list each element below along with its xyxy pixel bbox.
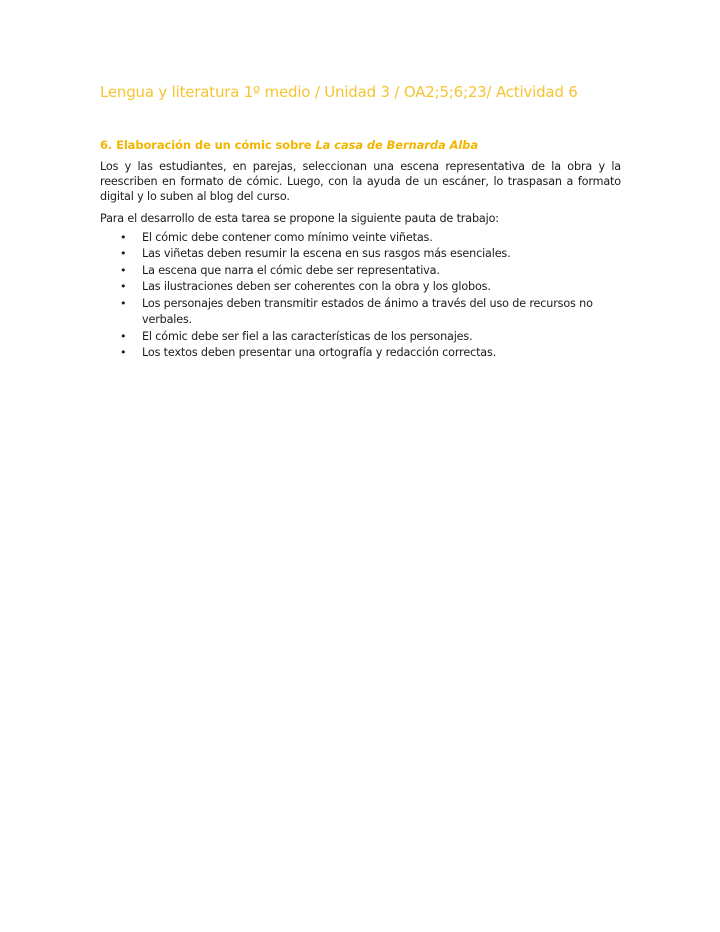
bullet-icon: • [120, 346, 127, 360]
bullet-icon: • [120, 280, 127, 294]
list-item [100, 263, 621, 280]
list-item [100, 296, 621, 329]
bullet-icon: • [120, 247, 127, 261]
bullet-icon: • [120, 296, 127, 310]
bullet-icon: • [120, 230, 127, 244]
list-item [100, 329, 621, 346]
guidelines-intro: Para el desarrollo de esta tarea se propone la siguiente pauta de trabajo: [100, 211, 499, 225]
list-item-text: Los personajes deben transmitir estados de ánimo a través del uso de recursos no verbales. [142, 296, 593, 327]
list-item-text: El cómic debe contener como mínimo veinte viñetas. [142, 230, 433, 244]
list-item-text: La escena que narra el cómic debe ser representativa. [142, 263, 440, 277]
list-item [100, 230, 621, 247]
list-item [100, 279, 621, 296]
list-item-text: Las viñetas deben resumir la escena en sus rasgos más esenciales. [142, 247, 511, 261]
activity-section [100, 138, 621, 362]
list-item-text: El cómic debe ser fiel a las características de los personajes. [142, 329, 473, 343]
list-item [100, 345, 621, 362]
list-item-text: Los textos deben presentar una ortografía y redacción correctas. [142, 346, 497, 360]
bullet-icon: • [120, 329, 127, 343]
section-title-work: La casa de Bernarda Alba [315, 138, 478, 152]
document-header-breadcrumb: Lengua y literatura 1º medio / Unidad 3 / OA2;5;6;23/ Actividad 6 [100, 83, 578, 101]
guidelines-list [100, 230, 621, 362]
section-title-prefix: 6. Elaboración de un cómic sobre [100, 138, 316, 152]
section-title [100, 138, 621, 152]
bullet-icon: • [120, 263, 127, 277]
list-item-text: Las ilustraciones deben ser coherentes con la obra y los globos. [142, 280, 491, 294]
activity-description: Los y las estudiantes, en parejas, seleccionan una escena representativa de la obra y la reescriben en formato de cómic. Luego, con la ayuda de un escáner, lo traspasan a formato digital y lo suben al blog del curso. [100, 160, 621, 204]
list-item [100, 246, 621, 263]
